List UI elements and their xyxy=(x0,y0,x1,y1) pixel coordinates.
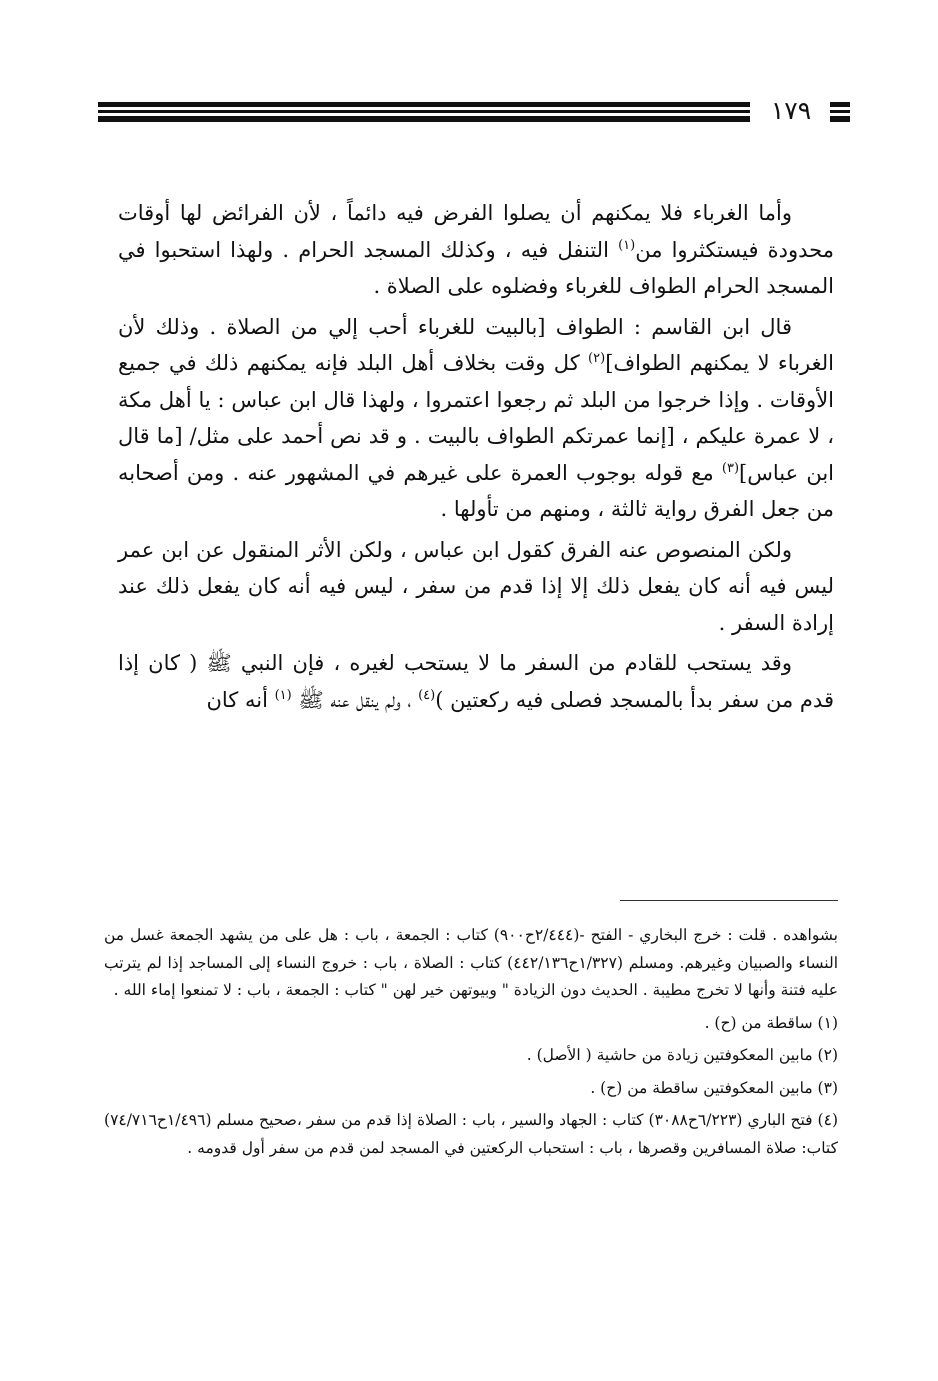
footnote-carryover: بشواهده . قلت : خرج البخاري - الفتح -(٢/٤٤٤ح٩٠٠) كتاب : الجمعة ، باب : هل على من يشهد الجمعة غسل من النساء والصبيان وغيرهم. ومسلم (١/٣٢٧ح٤٤٢/١٣٦) كتاب : الصلاة ، باب : خروج النساء إلى المساجد إذا لم يترتب عليه فتنة وأنها لا تخرج مطيبة . الحديث دون الزيادة " وبيوتهن خير لهن " كتاب : الجمعة ، باب : لا تمنعوا إماء الله . xyxy=(104,926,839,999)
page-number: ١٧٩ xyxy=(770,96,812,125)
page-header xyxy=(98,98,850,128)
footnote-reference: (١) xyxy=(274,687,292,703)
body-paragraph-1 xyxy=(118,195,834,305)
paragraph-text: ولكن المنصوص عنه الفرق كقول ابن عباس ، ولكن الأثر المنقول عن ابن عمر ليس فيه أنه كان يفعل ذلك إلا إذا قدم من سفر ، ليس فيه أنه كان يفعل ذلك عند إرادة السفر . xyxy=(118,537,834,635)
body-paragraph-4 xyxy=(118,645,834,718)
main-text xyxy=(118,195,834,718)
footnote-separator xyxy=(620,900,838,901)
footnotes xyxy=(104,922,838,1162)
footnote-reference: (١) xyxy=(618,237,636,253)
paragraph-text: أنه كان xyxy=(206,687,275,712)
footnote-3: (٣) مابين المعكوفتين ساقطة من (ح) . xyxy=(590,1078,838,1097)
paragraph-text: ، ولم ينقل عنه ﷺ xyxy=(291,687,419,712)
header-rule-left xyxy=(98,102,750,122)
body-paragraph-2 xyxy=(118,309,834,528)
footnote-4: (٤) فتح الباري (٦/٢٢٣ح٣٠٨٨) كتاب : الجهاد والسير ، باب : الصلاة إذا قدم من سفر ،صحيح مسلم (١/٤٩٦ح٧٤/٧١٦) كتاب: صلاة المسافرين وقصرها ، باب : استحباب الركعتين في المسجد لمن قدم من سفر أول قدومه . xyxy=(104,1111,838,1157)
paragraph-text: كل وقت بخلاف أهل البلد فإنه يمكنهم ذلك في جميع الأوقات . وإذا خرجوا من البلد ثم رجعوا اعتمروا ، ولهذا قال ابن عباس : يا أهل مكة ، لا عمرة عليكم ، [إنما عمرتكم الطواف بالبيت . و قد نص أحمد على مثل/ [ما قال ابن عباس] xyxy=(118,351,835,485)
paragraph-text: وقد يستحب للقادم من السفر ما لا يستحب لغيره ، فإن النبي ﷺ ( كان إذا قدم من سفر بدأ بالمسجد فصلى فيه ركعتين ) xyxy=(118,651,834,712)
body-paragraph-3 xyxy=(118,532,834,642)
footnote-1: (١) ساقطة من (ح) . xyxy=(704,1013,838,1032)
paragraph-text: قال ابن القاسم : الطواف [بالبيت للغرباء أحب إلي من الصلاة . وذلك لأن الغرباء لا يمكنهم الطواف] xyxy=(118,314,834,375)
footnote-reference: (٤) xyxy=(418,687,436,703)
footnote-reference: (٢) xyxy=(588,351,606,366)
paragraph-text: التنفل فيه ، وكذلك المسجد الحرام . ولهذا استحبوا في المسجد الحرام الطواف للغرباء وفضلوه على الصلاة . xyxy=(118,237,834,298)
footnote-reference: (٣) xyxy=(721,460,740,476)
footnote-2: (٢) مابين المعكوفتين زيادة من حاشية ( الأصل) . xyxy=(526,1046,838,1064)
header-rule-right xyxy=(830,102,850,122)
paragraph-text: وأما الغرباء فلا يمكنهم أن يصلوا الفرض فيه دائماً ، لأن الفرائض لها أوقات محدودة فيستكثروا من xyxy=(118,201,834,262)
paragraph-text: مع قوله بوجوب العمرة على غيرهم في المشهور عنه . ومن أصحابه من جعل الفرق رواية ثالثة ، ومنهم من تأولها . xyxy=(118,460,834,521)
